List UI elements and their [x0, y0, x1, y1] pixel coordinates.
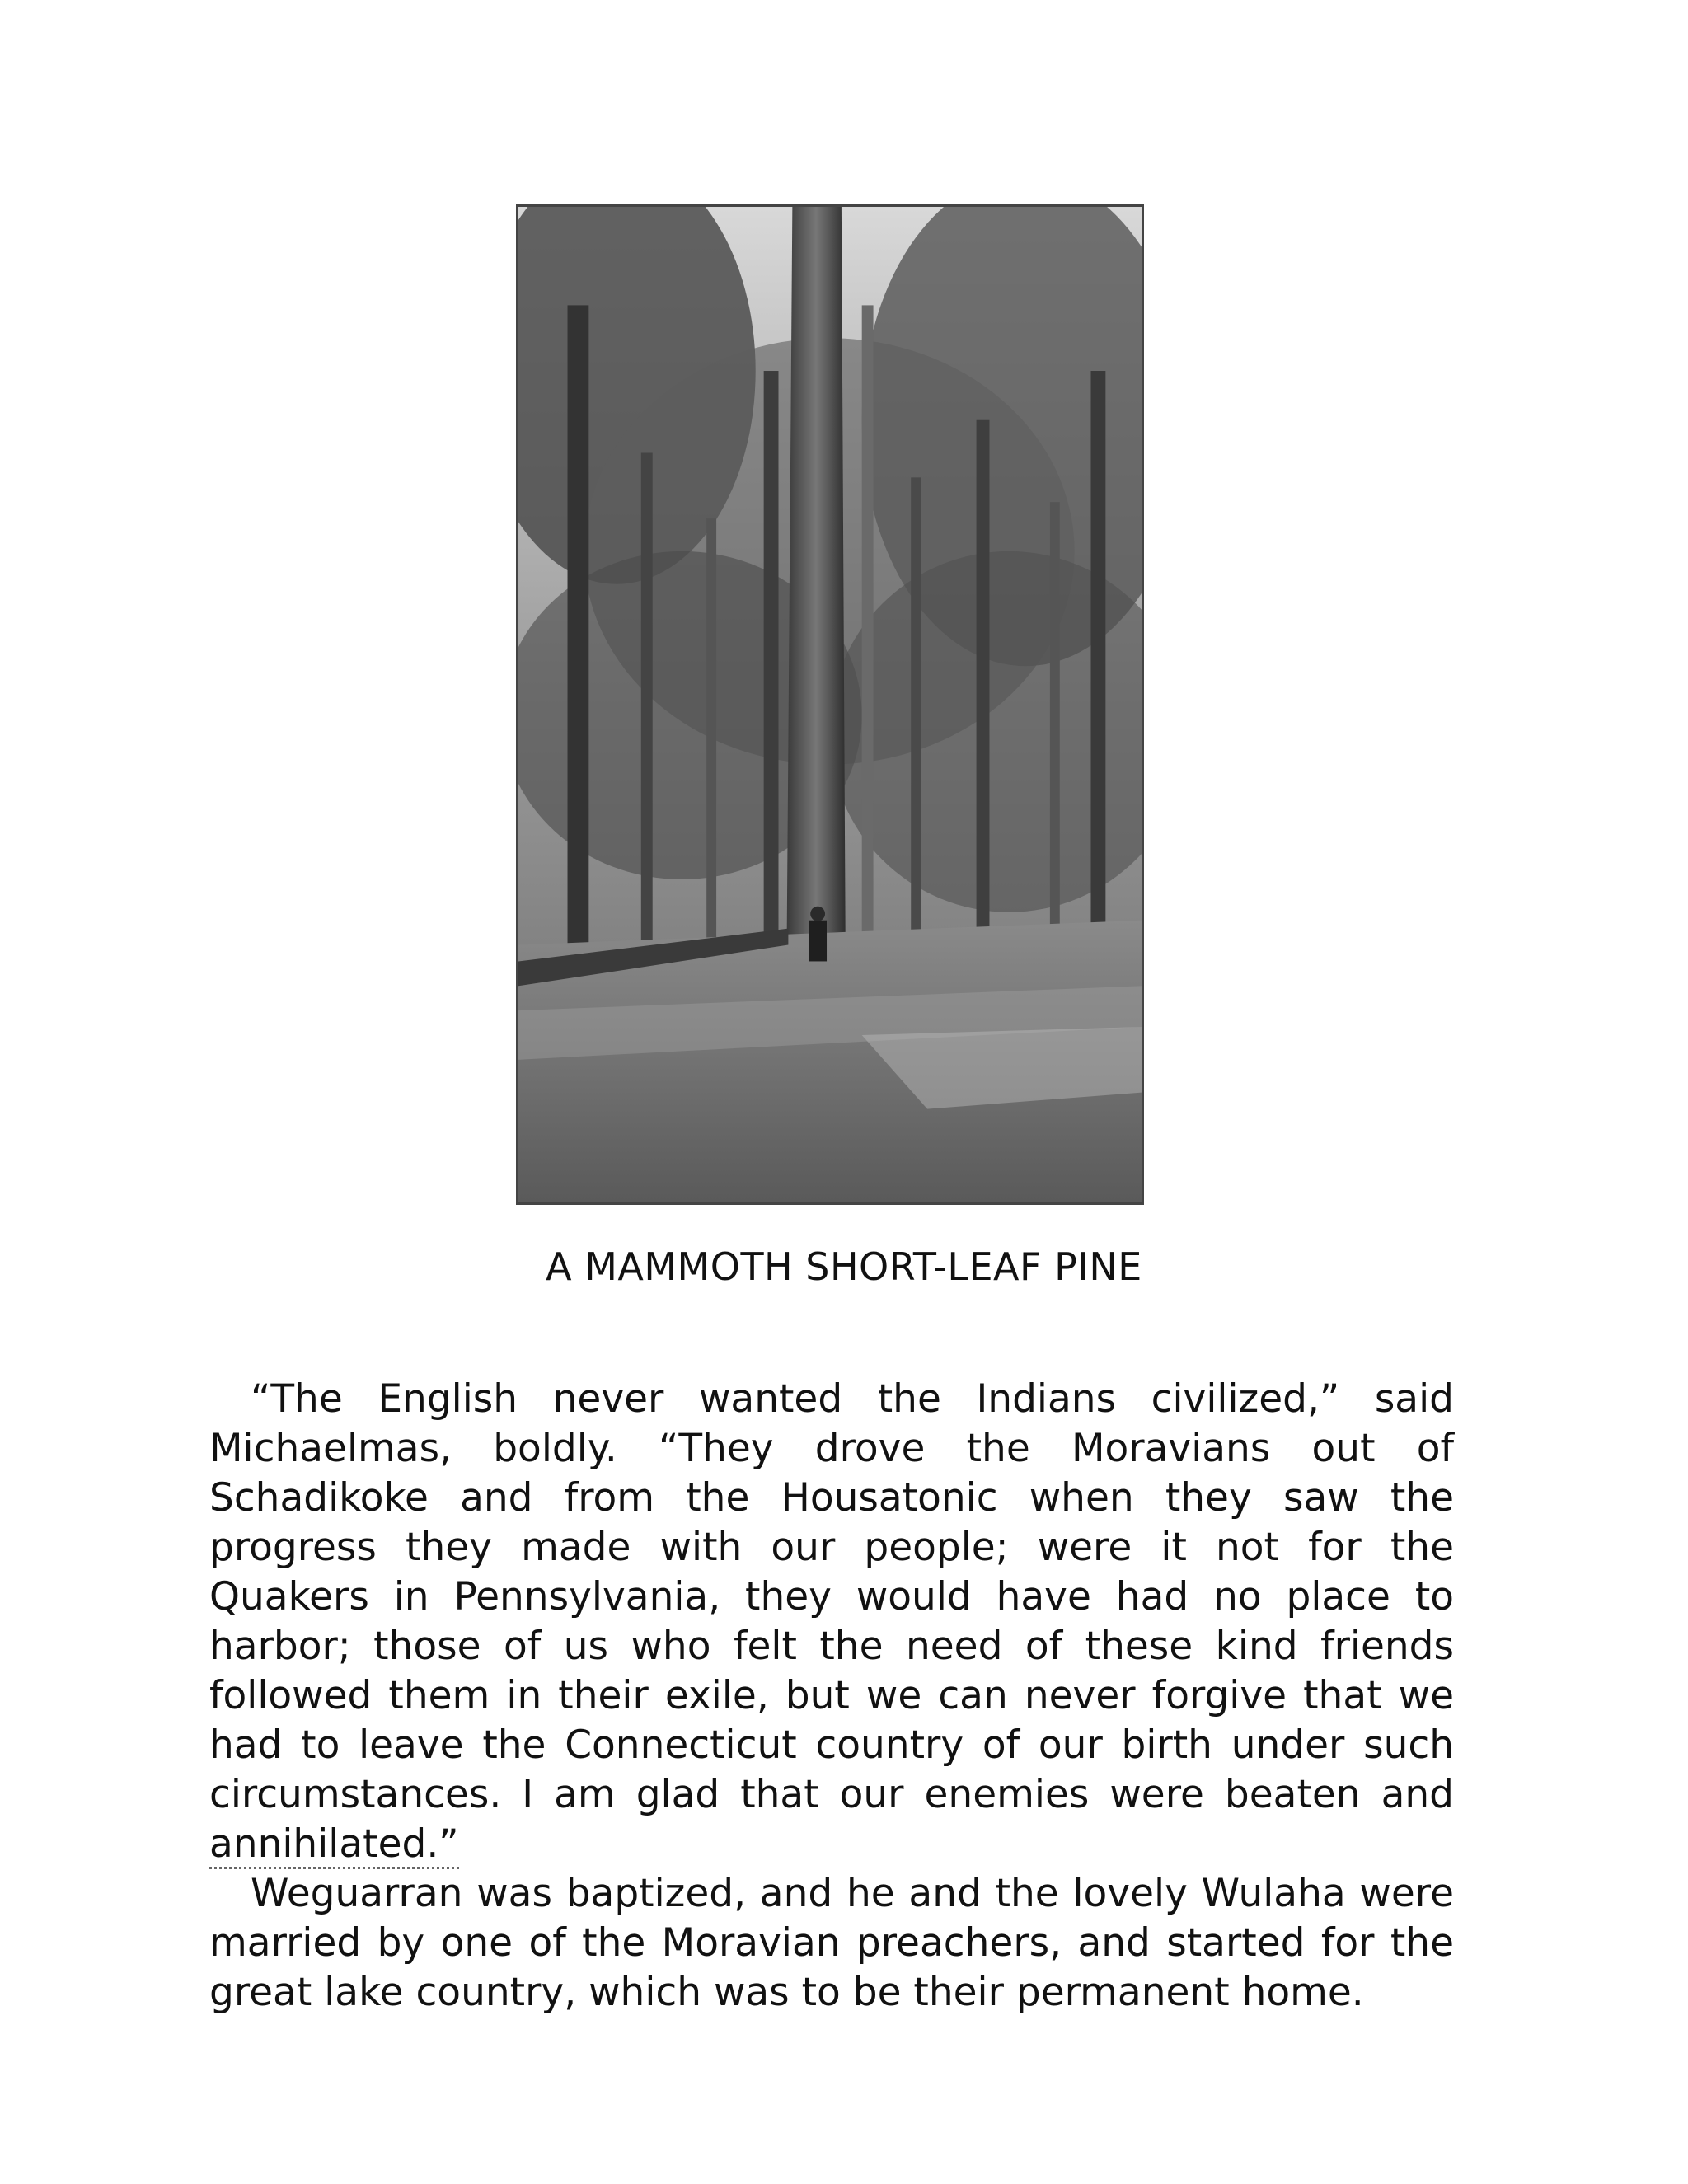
paragraph-1 — [209, 1375, 1454, 1869]
paragraph-1-text: “The English never wanted the Indians civilized,” said Michaelmas, boldly. “They drove the Moravians out of Schadikoke and from the Housatonic when they saw the progress they made with our people; were it not for the Quakers in Pennsylvania, they would have had no place to harbor; those of us who felt the need of these kind friends followed them in their exile, but we can never forgive that we had to leave the Connecticut country of our birth under such circumstances. I am glad that our enemies were beaten and — [209, 1376, 1454, 1817]
paragraph-2: Weguarran was baptized, and he and the lovely Wulaha were married by one of the Moravian preachers, and started for the great lake country, which was to be their permanent home. — [209, 1871, 1454, 2015]
body-text — [209, 1375, 1454, 2018]
figure-caption: A MAMMOTH SHORT-LEAF PINE — [546, 1244, 1142, 1289]
annotation-link[interactable]: annihilated.” — [209, 1821, 459, 1869]
forest-photograph — [516, 204, 1144, 1205]
